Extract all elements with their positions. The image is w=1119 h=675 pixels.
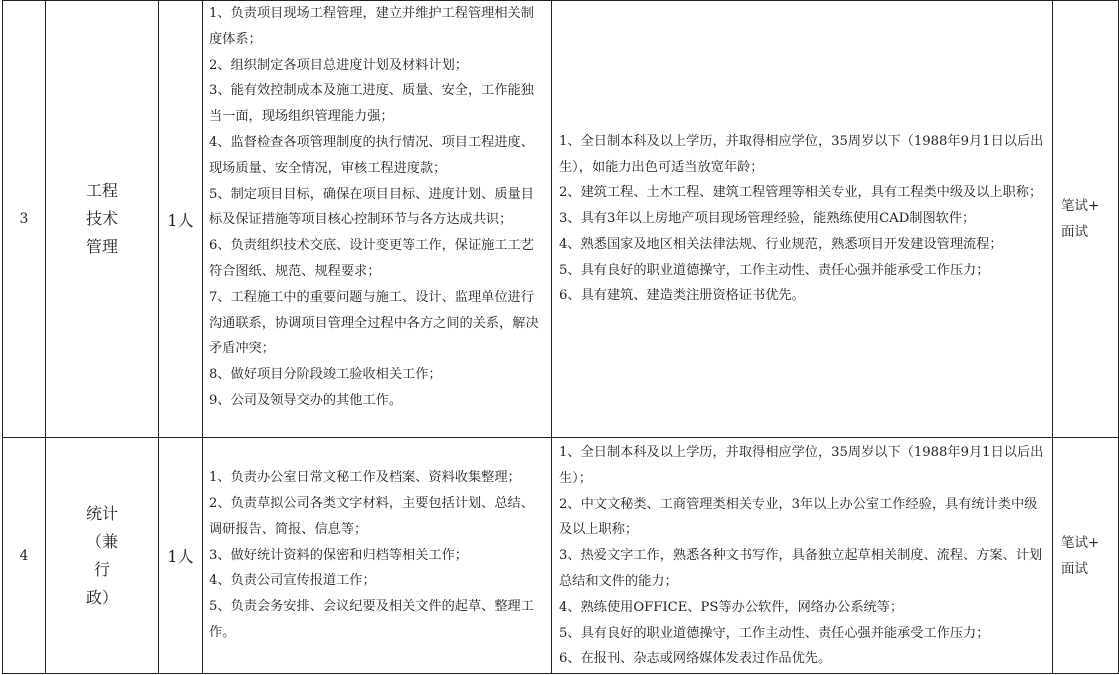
duty-item: 5、制定项目目标，确保在项目目标、进度计划、质量目标及保证措施等项目核心控制环节与各方达成共识；: [209, 186, 534, 228]
duties-cell: [203, 438, 552, 674]
duty-item: 2、负责草拟公司各类文字材料，主要包括计划、总结、调研报告、简报、信息等；: [209, 496, 534, 537]
requirement-item: 2、中文文秘类、工商管理类相关专业，3年以上办公室工作经验，具有统计类中级及以上职称；: [559, 496, 1038, 538]
headcount-cell: 1人: [159, 1, 203, 438]
exam-method-cell: [1053, 438, 1119, 674]
table-row: [3, 1, 1119, 438]
duty-item: 4、负责公司宣传报道工作；: [209, 573, 376, 589]
position-line: （兼: [85, 531, 118, 551]
duty-item: 1、负责办公室日常文秘工作及档案、资料收集整理；: [209, 470, 521, 486]
headcount-cell: 1人: [159, 438, 203, 674]
row-number-cell: 3: [3, 1, 46, 438]
requirement-item: 1、全日制本科及以上学历，并取得相应学位，35周岁以下（1988年9月1日以后出生）；: [559, 445, 1044, 486]
requirement-item: 4、熟悉国家及地区相关法律法规、行业规范，熟悉项目开发建设管理流程；: [559, 236, 1003, 252]
position-cell: [46, 1, 159, 438]
duty-item: 4、监督检查各项管理制度的执行情况、项目工程进度、现场质量、安全情况，审核工程进度款；: [209, 134, 534, 176]
requirement-item: 6、具有建筑、建造类注册资格证书优先。: [559, 288, 805, 304]
position-line: 管理: [85, 237, 118, 256]
duties-cell: [203, 1, 552, 438]
exam-method-cell: [1053, 1, 1119, 438]
position-line: 行: [93, 559, 110, 579]
job-table: [2, 0, 1119, 674]
requirement-item: 6、在报刊、杂志或网络媒体发表过作品优先。: [559, 651, 832, 667]
requirement-item: 2、建筑工程、土木工程、建筑工程管理等相关专业，具有工程类中级及以上职称；: [559, 185, 1043, 201]
requirement-item: 3、具有3年以上房地产项目现场管理经验，能熟练使用CAD制图软件；: [559, 211, 976, 227]
requirement-item: 3、热爱文字工作，熟悉各种文书写作，具备独立起草相关制度、流程、方案、计划总结和文件的能力；: [559, 548, 1043, 589]
exam-line: 面试: [1061, 224, 1088, 240]
duty-item: 9、公司及领导交办的其他工作。: [209, 392, 403, 408]
duty-item: 6、负责组织技术交底、设计变更等工作，保证施工工艺符合图纸、规范、规程要求；: [209, 238, 534, 279]
position-line: 工程: [85, 181, 118, 200]
duty-item: 3、能有效控制成本及施工进度、质量、安全，工作能独当一面，现场组织管理能力强；: [209, 83, 534, 125]
duty-item: 2、组织制定各项目总进度计划及材料计划；: [209, 57, 468, 73]
requirement-item: 5、具有良好的职业道德操守，工作主动性、责任心强并能承受工作压力；: [559, 625, 990, 641]
position-cell: [46, 438, 159, 674]
requirements-cell: [552, 438, 1053, 674]
position-line: 统计: [85, 503, 118, 523]
duty-item: 5、负责会务安排、会议纪要及相关文件的起草、整理工作。: [209, 599, 534, 640]
exam-line: 笔试+: [1061, 534, 1100, 551]
exam-line: 面试: [1061, 560, 1088, 577]
position-line: 政）: [85, 587, 118, 607]
position-title: [80, 500, 124, 612]
table-row: [3, 438, 1119, 674]
requirement-item: 5、具有良好的职业道德操守，工作主动性、责任心强并能承受工作压力；: [559, 262, 990, 278]
exam-line: 笔试+: [1061, 198, 1100, 214]
position-line: 技术: [85, 209, 118, 228]
duty-item: 8、做好项目分阶段竣工验收相关工作；: [209, 367, 442, 383]
requirements-cell: [552, 1, 1053, 438]
duty-item: 3、做好统计资料的保密和归档等相关工作；: [209, 547, 468, 563]
requirement-item: 4、熟练使用OFFICE、PS等办公软件，网络办公系统等；: [559, 599, 904, 615]
duty-item: 7、工程施工中的重要问题与施工、设计、监理单位进行沟通联系，协调项目管理全过程中各方之间的关系，解决矛盾冲突；: [209, 289, 539, 357]
row-number-cell: 4: [3, 438, 46, 674]
duty-item: 1、负责项目现场工程管理，建立并维护工程管理相关制度体系；: [209, 6, 534, 47]
position-title: [80, 177, 124, 261]
requirement-item: 1、全日制本科及以上学历，并取得相应学位，35周岁以下（1988年9月1日以后出生），如能力出色可适当放宽年龄；: [559, 133, 1044, 175]
